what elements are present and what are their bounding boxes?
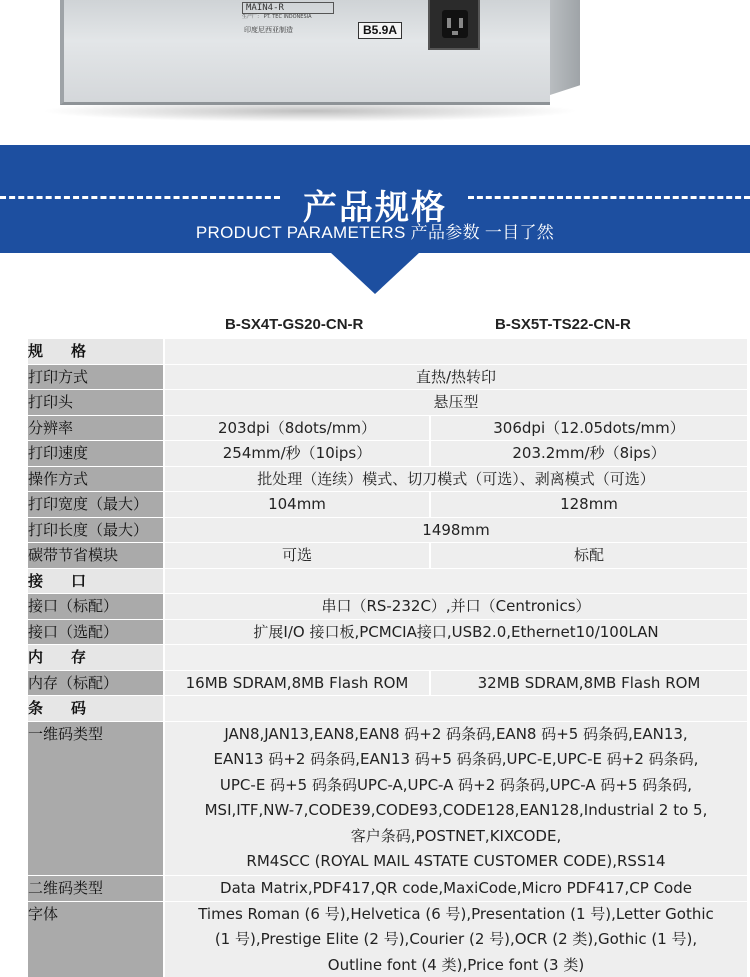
cell-line: MSI,ITF,NW-7,CODE39,CODE93,CODE128,EAN128,Industrial 2 to 5, [204,801,708,820]
cell-value: 1498mm [422,520,490,539]
banner-arrow-icon [330,252,420,294]
cell-line: (1 号),Prestige Elite (2 号),Courier (2 号),OCR (2 类),Gothic (1 号), [214,930,698,949]
row-values [165,696,747,721]
row-values [165,671,747,696]
model-header-1: B-SX4T-GS20-CN-R [225,316,364,333]
row-values [165,645,747,670]
cell-value-model-1: 104mm [268,495,326,513]
row-label: 操作方式 [28,467,163,492]
row-values [165,416,747,441]
row-values [165,569,747,594]
table-row [28,620,747,646]
row-values [165,902,747,977]
row-values [165,518,747,543]
table-row [28,365,747,391]
section-label-text: 接口 [28,571,115,590]
cell-value-multiline [165,902,747,977]
table-row [28,876,747,902]
cell-line: Times Roman (6 号),Helvetica (6 号),Presentation (1 号),Letter Gothic [198,904,714,923]
row-values [165,594,747,619]
row-label: 打印方式 [28,365,163,390]
row-label: 打印头 [28,390,163,415]
cell-value-multiline [165,722,747,876]
table-row [28,902,747,977]
banner-title: 产品规格 [303,188,447,228]
cell-value: 直热/热转印 [415,367,497,386]
row-label: 字体 [28,902,163,977]
row-label: 二维码类型 [28,876,163,901]
row-values [165,876,747,901]
row-label: 分辨率 [28,416,163,441]
cell-value: 串口（RS-232C）,并口（Centronics） [321,597,591,615]
cell-line: UPC-E 码+5 码条码UPC-A,UPC-A 码+2 码条码,UPC-A 码+5 码条码, [219,775,693,794]
row-values [165,722,747,876]
section-label [28,696,163,721]
maker-label: 生产厂： PT. TEC INDONESIA [242,14,312,20]
section-row [28,339,747,365]
row-values [165,467,747,492]
row-values [165,390,747,415]
cell-line: Outline font (4 类),Price font (3 类) [327,955,585,974]
section-row [28,645,747,671]
row-label: 打印宽度（最大） [28,492,163,517]
printer-side-panel [550,0,580,95]
section-label [28,569,163,594]
row-values [165,339,747,364]
section-label-text: 内存 [28,648,115,666]
cell-value-model-2: 306dpi（12.05dots/mm） [429,416,747,441]
table-row [28,441,747,467]
cell-value-model-2: 203.2mm/秒（8ips） [429,441,747,466]
cell-value-model-1: 16MB SDRAM,8MB Flash ROM [185,673,409,692]
row-values [165,620,747,645]
row-values [165,441,747,466]
row-label: 打印速度 [28,441,163,466]
cell-value-model-2: 128mm [429,492,747,517]
table-row [28,416,747,442]
board-label: MAIN4-R [242,2,334,14]
section-row [28,569,747,595]
table-row [28,543,747,569]
product-photo [0,0,750,140]
row-label: 接口（标配） [28,594,163,619]
cell-value-model-2: 标配 [429,543,747,568]
table-row [28,594,747,620]
row-values [165,492,747,517]
row-label: 打印长度（最大） [28,518,163,543]
section-label [28,645,163,670]
origin-label: 印度尼西亚制造 [244,26,293,34]
cell-value-model-2: 32MB SDRAM,8MB Flash ROM [429,671,747,696]
banner-subtitle: PRODUCT PARAMETERS 产品参数 一目了然 [195,223,555,242]
cell-line: EAN13 码+2 码条码,EAN13 码+5 码条码,UPC-E,UPC-E 码+2 码条码, [213,750,699,769]
model-header-2: B-SX5T-TS22-CN-R [495,316,631,333]
row-label: 一维码类型 [28,722,163,876]
cell-value: Data Matrix,PDF417,QR code,MaxiCode,Micro PDF417,CP Code [220,879,692,898]
section-label [28,339,163,364]
row-label: 碳带节省模块 [28,543,163,568]
table-row [28,467,747,493]
table-row [28,671,747,697]
power-socket-icon [428,0,480,50]
row-label: 接口（选配） [28,620,163,645]
cell-line: JAN8,JAN13,EAN8,EAN8 码+2 码条码,EAN8 码+5 码条码,EAN13, [224,724,688,743]
row-label: 内存（标配） [28,671,163,696]
section-label-text: 条码 [28,699,115,717]
spec-table [28,339,747,977]
row-values [165,365,747,390]
version-label: B5.9A [358,22,402,39]
cell-line: 客户条码,POSTNET,KIXCODE, [350,826,562,845]
table-row [28,492,747,518]
table-row [28,722,747,877]
cell-value: 扩展I/O 接口板,PCMCIA接口,USB2.0,Ethernet10/100LAN [253,622,659,641]
cell-value-model-1: 可选 [281,546,312,564]
cell-value: 悬压型 [433,393,479,411]
section-row [28,696,747,722]
cell-value-model-1: 254mm/秒（10ips） [222,444,372,462]
row-values [165,543,747,568]
cell-value: 批处理（连续）模式、切刀模式（可选）、剥离模式（可选） [257,469,655,488]
section-label-text: 规格 [28,342,115,360]
table-row [28,518,747,544]
cell-value-model-1: 203dpi（8dots/mm） [217,418,377,437]
cell-line: RM4SCC (ROYAL MAIL 4STATE CUSTOMER CODE),RSS14 [246,852,666,871]
table-row [28,390,747,416]
